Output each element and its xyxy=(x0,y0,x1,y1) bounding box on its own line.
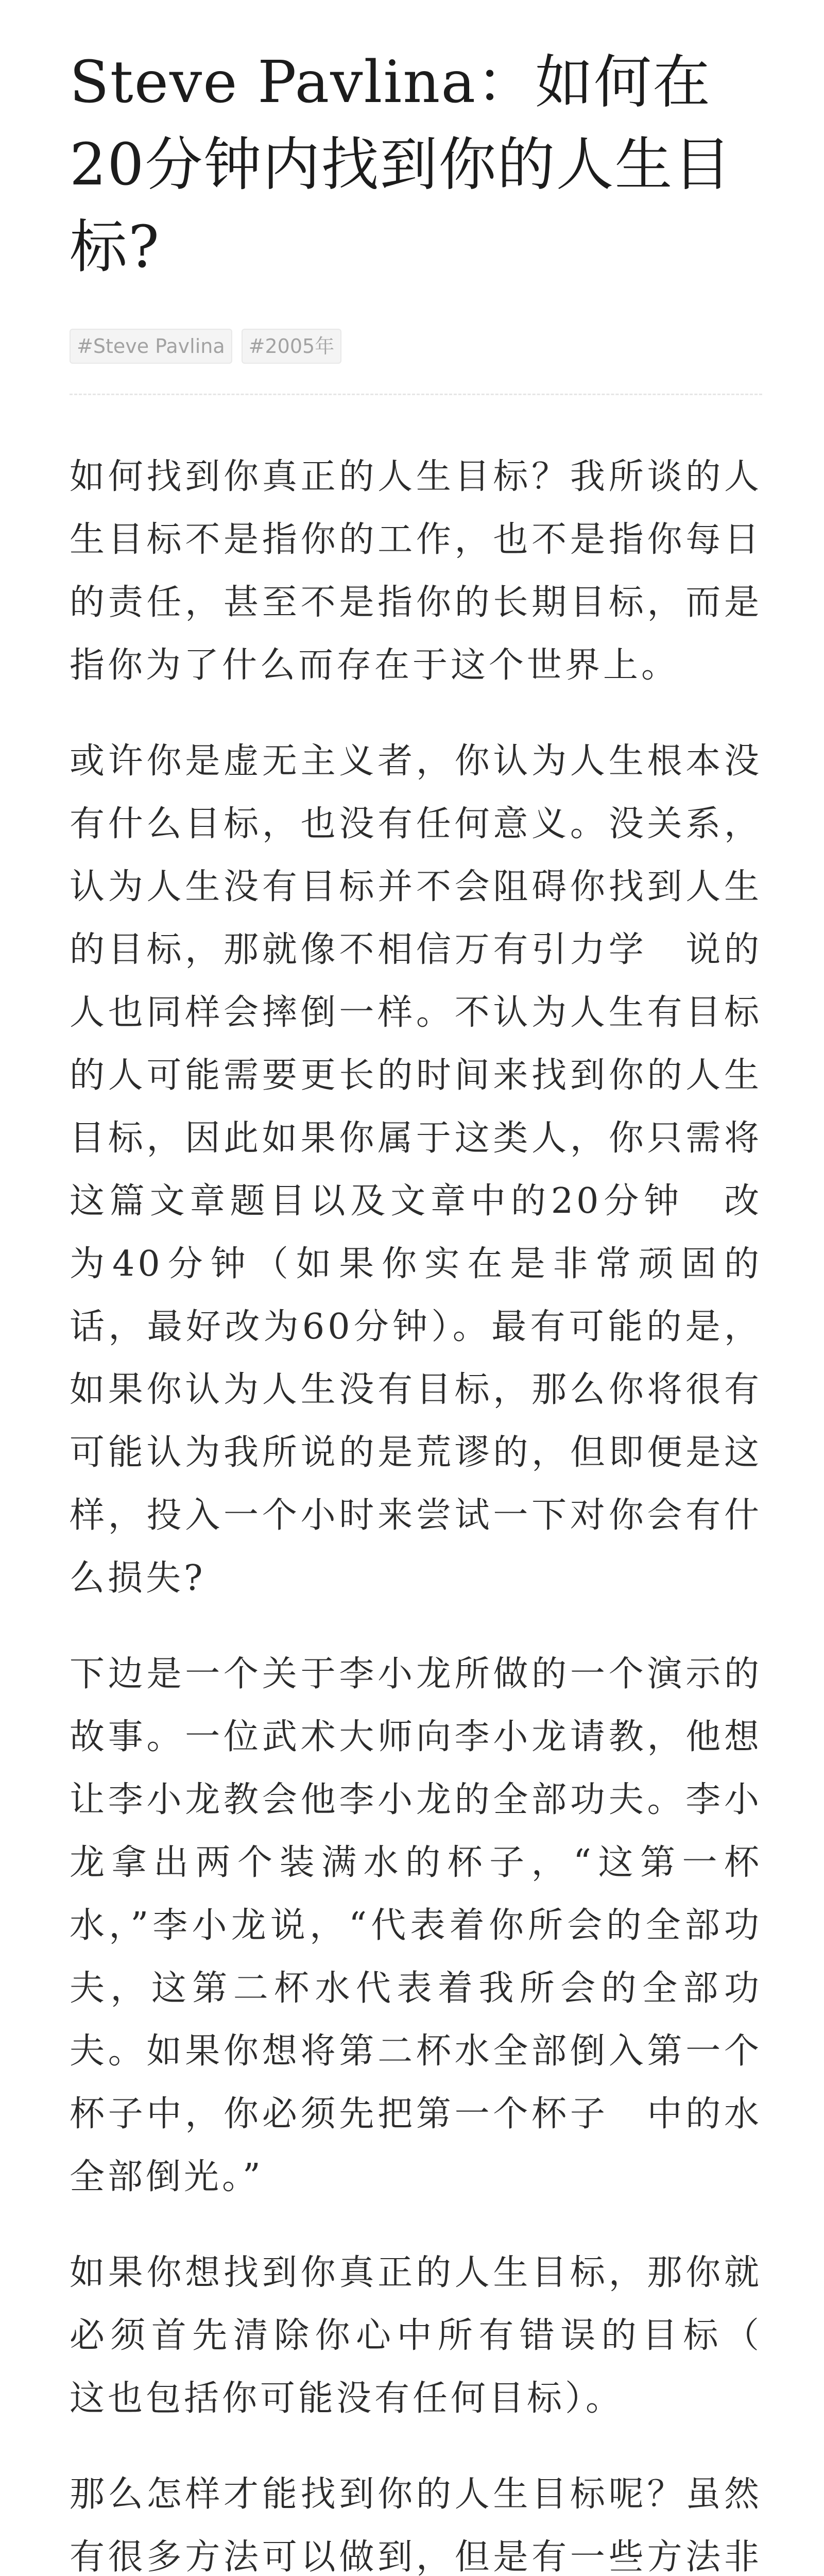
tag-steve-pavlina[interactable]: #Steve Pavlina xyxy=(70,329,232,364)
article-title: Steve Pavlina：如何在20分钟内找到你的人生目标? xyxy=(70,49,732,281)
tag-2005[interactable]: #2005年 xyxy=(242,329,342,364)
paragraph: 下边是一个关于李小龙所做的一个演示的故事。一位武术大师向李小龙请教，他想让李小龙教会他李小龙的全部功夫。李小龙拿出两个装满水的杯子，“这第一杯水，”李小龙说，“代表着你所会的全部功夫，这第二杯水代表着我所会的全部功夫。如果你想将第二杯水全部倒入第一个杯子中，你必须先把第一个杯子 中的水全部倒光。” xyxy=(70,1654,762,2197)
paragraph: 如何找到你真正的人生目标？我所谈的人生目标不是指你的工作，也不是指你每日的责任，甚至不是指你的长期目标，而是指你为了什么而存在于这个世界上。 xyxy=(70,456,762,686)
paragraph: 如果你想找到你真正的人生目标，那你就必须首先清除你心中所有错误的目标（ 这也包括你可能没有任何目标）。 xyxy=(70,2252,801,2419)
paragraph: 或许你是虚无主义者，你认为人生根本没有什么目标，也没有任何意义。没关系，认为人生没有目标并不会阻碍你找到人生的目标，那就像不相信万有引力学 说的人也同样会摔倒一样。不认为人生有目标的人可能需要更长的时间来找到你的人生目标，因此如果你属于这类人，你只需将这篇文章题目以及文章中的20分钟 改为40分钟（如果你实在是非常顽固的话，最好改为60分钟）。最有可能的是，如果你认为人生没有目标，那么你将很有可能认为我所说的是荒谬的，但即便是这样，投入一个小时来尝试一下对你会有什么损失? xyxy=(70,741,762,1599)
article-body xyxy=(70,446,801,2576)
paragraph: 那么怎样才能找到你的人生目标呢？虽然有很多方法可以做到，但是有一些方法非 xyxy=(70,2474,762,2576)
divider xyxy=(70,394,762,395)
article xyxy=(70,0,801,2576)
tag-list xyxy=(70,329,762,364)
